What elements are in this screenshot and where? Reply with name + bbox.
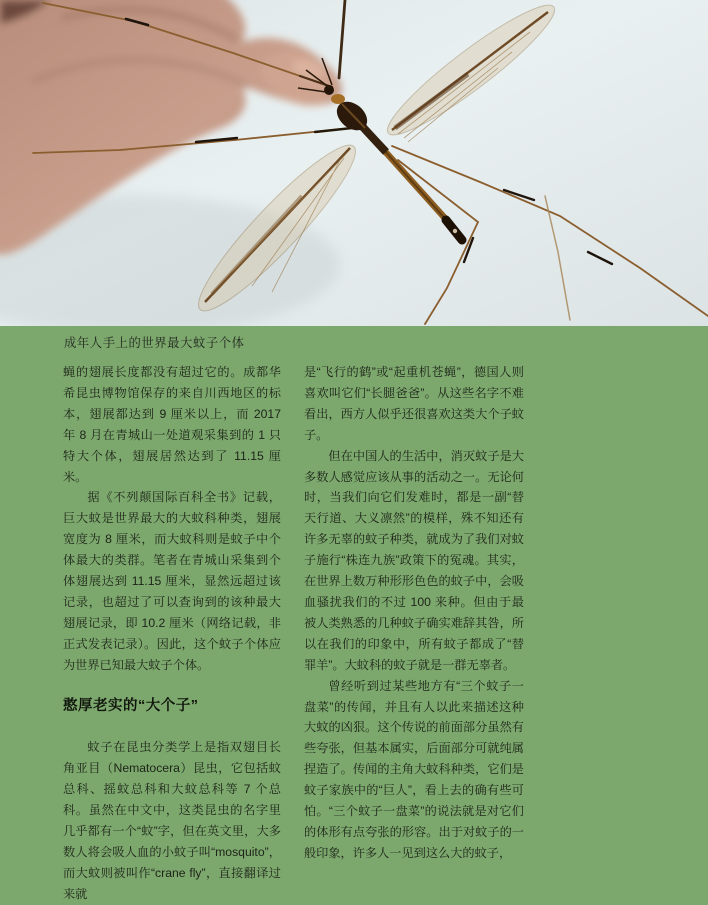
article-column-right (304, 362, 524, 864)
body-paragraph: 但在中国人的生活中，消灭蚊子是大多数人感觉应该从事的活动之一。无论何时，当我们向它们发难时，都是一副“替天行道、大义凛然”的模样，殊不知还有许多无辜的蚊子种类，就成为了我们对蚊子施行“株连九族”政策下的冤魂。其实，在世界上数万种形形色色的蚊子中，会吸血骚扰我们的不过 100 来种。但由于最被人类熟悉的几种蚊子确实难辞其咎，所以在我们的印象中，所有蚊子都成了“替罪羊”。大蚊科的蚊子就是一群无辜者。 (304, 448, 524, 672)
crane-fly-photo-illustration (0, 0, 708, 326)
body-paragraph: 蝇的翅展长度都没有超过它的。成都华希昆虫博物馆保存的来自川西地区的标本，翅展都达到 9 厘米以上，而 2017 年 8 月在青城山一处道观采集到的 1 只特大个体，翅展居然达到了 11.15 厘米。 (63, 365, 281, 484)
article-column-left (63, 362, 281, 905)
body-paragraph: 是“飞行的鹤”或“起重机苍蝇”，德国人则喜欢叫它们“长腿爸爸”。从这些名字不难看出，西方人似乎还很喜欢这类大个子蚊子。 (304, 365, 524, 442)
body-paragraph: 据《不列颠国际百科全书》记载，巨大蚊是世界最大的大蚊科种类，翅展宽度为 8 厘米，而大蚊科则是蚊子中个体最大的类群。笔者在青城山采集到个体翅展达到 11.15 厘米，显然远超过该记录，也超过了可以查询到的该种最大翅展记录，即 10.2 厘米（网络记载，非正式发表记录）。因此，这个蚊子个体应为世界已知最大蚊子个体。 (63, 490, 281, 672)
specimen-photo (0, 0, 708, 326)
body-paragraph: 蚊子在昆虫分类学上是指双翅目长角亚目（Nematocera）昆虫，它包括蚊总科、摇蚊总科和大蚊总科等 7 个总科。虽然在中文中，这类昆虫的名字里几乎都有一个“蚊”字，但在英文里，大多数人将会吸人血的小蚊子叫“mosquito”，而大蚊则被叫作“crane fly”，直接翻译过来就 (63, 740, 281, 901)
photo-caption: 成年人手上的世界最大蚊子个体 (64, 336, 245, 350)
body-paragraph: 曾经听到过某些地方有“三个蚊子一盘菜”的传闻，并且有人以此来描述这种大蚊的凶狠。这个传说的前面部分虽然有些夸张，但基本属实，后面部分可就纯属捏造了。传闻的主角大蚊科种类，它们是蚊子家族中的“巨人”，看上去的确有些可怕。“三个蚊子一盘菜”的说法就是对它们的体形有点夸张的形容。出于对蚊子的一般印象，许多人一见到这么大的蚊子， (304, 678, 524, 860)
section-heading: 憨厚老实的“大个子” (63, 697, 199, 714)
